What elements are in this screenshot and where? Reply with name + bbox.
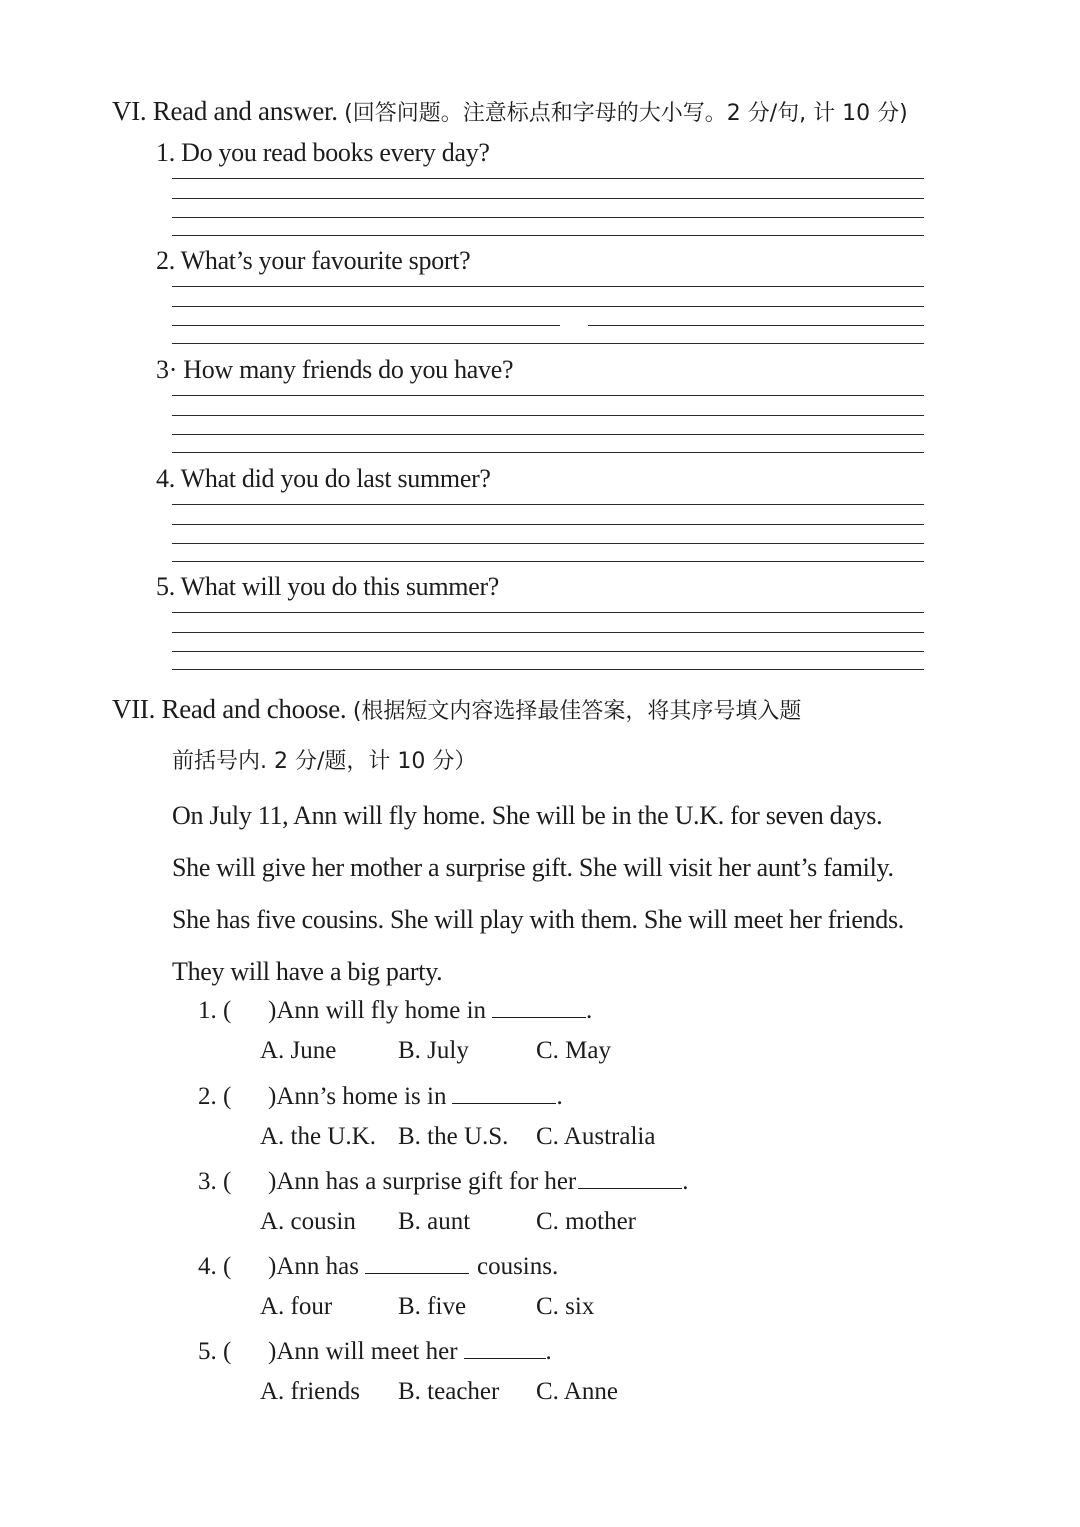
section-6-instruction: (回答问题。注意标点和字母的大小写。2 分/句, 计 10 分): [344, 101, 908, 126]
answer-question-3: [156, 355, 936, 455]
passage-line: On July 11, Ann will fly home. She will be in the U.K. for seven days.: [172, 801, 883, 830]
question-stem-end: cousins.: [476, 1253, 559, 1280]
option-b[interactable]: B. aunt: [398, 1208, 471, 1235]
question-stem-end: .: [682, 1168, 689, 1195]
answer-line[interactable]: [172, 524, 924, 525]
option-c[interactable]: C. six: [536, 1293, 595, 1320]
option-b[interactable]: B. the U.S.: [398, 1123, 509, 1150]
answer-line[interactable]: [172, 343, 924, 344]
answer-line[interactable]: [172, 504, 924, 505]
passage-line: She will give her mother a surprise gift. She will visit her aunt’s family.: [172, 853, 894, 882]
answer-line[interactable]: [172, 217, 924, 218]
answer-line[interactable]: [172, 306, 924, 307]
reading-passage: [172, 790, 952, 998]
section-7-title: VII. Read and choose.: [112, 694, 347, 724]
question-text: 4. What did you do last summer?: [156, 464, 491, 493]
option-c[interactable]: C. Anne: [536, 1378, 618, 1405]
option-b[interactable]: B. five: [398, 1293, 467, 1320]
answer-line[interactable]: [172, 651, 924, 652]
option-a[interactable]: A. friends: [260, 1378, 360, 1405]
question-text: 3· How many friends do you have?: [156, 355, 514, 384]
question-stem: )Ann has: [268, 1253, 359, 1280]
answer-line[interactable]: [172, 198, 924, 199]
question-stem: )Ann will fly home in: [268, 997, 487, 1024]
question-stem: )Ann has a surprise gift for her: [268, 1168, 577, 1195]
option-c[interactable]: C. May: [536, 1037, 611, 1064]
question-number[interactable]: 3. (: [198, 1168, 232, 1195]
question-text: 5. What will you do this summer?: [156, 572, 500, 601]
answer-line[interactable]: [172, 612, 924, 613]
option-b[interactable]: B. July: [398, 1037, 469, 1064]
answer-line[interactable]: [172, 415, 924, 416]
question-number[interactable]: 4. (: [198, 1253, 232, 1280]
answer-blank[interactable]: [492, 995, 586, 1018]
answer-blank[interactable]: [578, 1166, 682, 1189]
passage-line: They will have a big party.: [172, 957, 443, 986]
answer-question-4: [156, 464, 936, 564]
section-7-instruction-cont: 前括号内. 2 分/题，计 10 分）: [172, 749, 477, 774]
answer-line[interactable]: [172, 434, 924, 435]
answer-line[interactable]: [172, 543, 924, 544]
question-stem-end: .: [545, 1338, 552, 1365]
answer-line[interactable]: [172, 286, 924, 287]
answer-blank[interactable]: [464, 1336, 546, 1359]
answer-line[interactable]: [172, 395, 924, 396]
answer-line[interactable]: [172, 632, 924, 633]
option-a[interactable]: A. cousin: [260, 1208, 356, 1235]
section-6-title: VI. Read and answer.: [112, 96, 338, 126]
option-c[interactable]: C. mother: [536, 1208, 636, 1235]
question-stem: )Ann’s home is in: [268, 1083, 447, 1110]
answer-question-1: [156, 138, 936, 238]
answer-question-5: [156, 572, 936, 672]
answer-line[interactable]: [172, 561, 924, 562]
answer-line[interactable]: [172, 669, 924, 670]
answer-blank[interactable]: [452, 1081, 556, 1104]
answer-blank[interactable]: [365, 1251, 469, 1274]
question-number[interactable]: 2. (: [198, 1083, 232, 1110]
answer-line[interactable]: [172, 452, 924, 453]
section-7-heading: [112, 694, 801, 725]
option-a[interactable]: A. the U.K.: [260, 1123, 376, 1150]
option-a[interactable]: A. June: [260, 1037, 337, 1064]
question-stem-end: .: [556, 1083, 563, 1110]
question-stem-end: .: [586, 997, 593, 1024]
question-number[interactable]: 5. (: [198, 1338, 232, 1365]
answer-line[interactable]: [172, 325, 560, 326]
answer-line[interactable]: [172, 178, 924, 179]
answer-question-2: [156, 246, 936, 346]
option-b[interactable]: B. teacher: [398, 1378, 500, 1405]
answer-line[interactable]: [588, 325, 924, 326]
question-text: 2. What’s your favourite sport?: [156, 246, 471, 275]
option-c[interactable]: C. Australia: [536, 1123, 656, 1150]
section-7-instruction: (根据短文内容选择最佳答案，将其序号填入题: [352, 699, 802, 724]
answer-line[interactable]: [172, 235, 924, 236]
question-number[interactable]: 1. (: [198, 997, 232, 1024]
passage-line: She has five cousins. She will play with them. She will meet her friends.: [172, 905, 904, 934]
option-a[interactable]: A. four: [260, 1293, 333, 1320]
section-6-heading: [112, 96, 908, 127]
question-stem: )Ann will meet her: [268, 1338, 458, 1365]
question-text: 1. Do you read books every day?: [156, 138, 490, 167]
